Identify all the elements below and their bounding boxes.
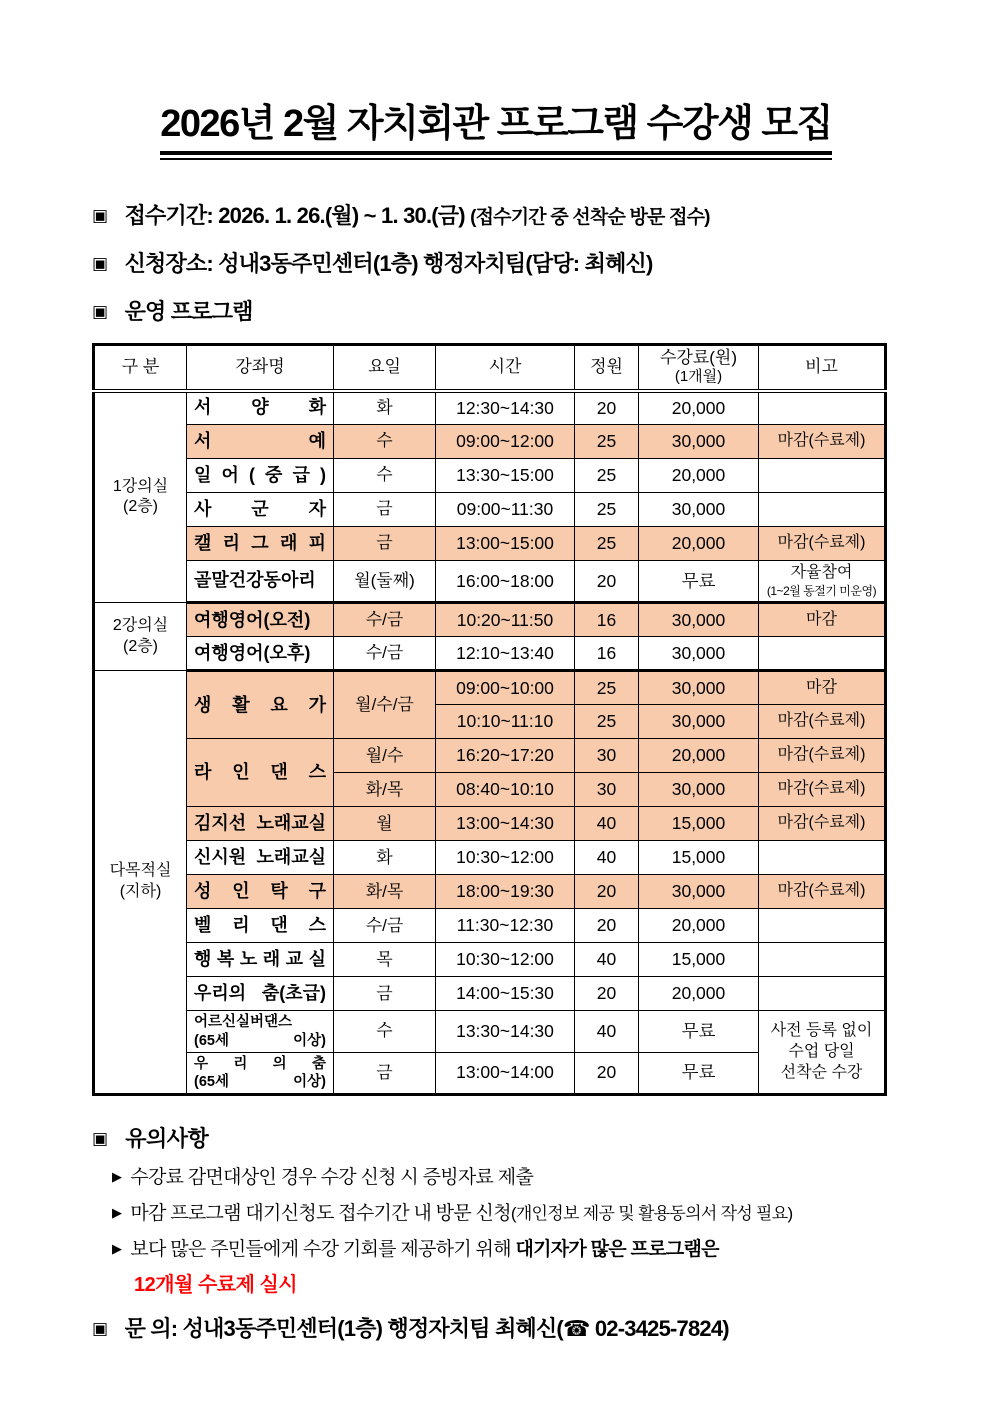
- cell-capacity: 40: [575, 943, 639, 977]
- period-label: 접수기간:: [124, 203, 213, 228]
- table-row: [94, 671, 886, 705]
- table-row: [94, 425, 886, 459]
- triangle-bullet-icon: ▶: [112, 1240, 122, 1256]
- cell-group: 다목적실 (지하): [94, 671, 187, 1095]
- cell-name: 성 인 탁 구: [187, 875, 334, 909]
- notice-item: [112, 1198, 992, 1225]
- triangle-bullet-icon: ▶: [112, 1204, 122, 1220]
- cell-day: 수: [334, 1011, 436, 1052]
- cell-day: 금: [334, 977, 436, 1011]
- cell-note: [759, 459, 886, 493]
- table-row: [94, 875, 886, 909]
- page-title: [0, 0, 992, 155]
- cell-note: 마감: [759, 671, 886, 705]
- notice-item-bold-text: 대기자가 많은 프로그램은: [515, 1238, 719, 1260]
- square-bullet-icon: ▣: [92, 1128, 108, 1148]
- cell-name: 일 어 ( 중 급 ): [187, 459, 334, 493]
- cell-name: 서 예: [187, 425, 334, 459]
- cell-note: 마감(수료제): [759, 739, 886, 773]
- fee-subheader: (1개월): [674, 368, 723, 386]
- square-bullet-icon: ▣: [92, 206, 108, 225]
- cell-time: 09:00~10:00: [436, 671, 575, 705]
- cell-fee: 15,000: [639, 943, 759, 977]
- cell-note: 마감(수료제): [759, 527, 886, 561]
- table-row: [94, 561, 886, 603]
- cell-day: 화: [334, 841, 436, 875]
- column-header: 요일: [334, 345, 436, 391]
- cell-time: 12:10~13:40: [436, 637, 575, 671]
- cell-capacity: 30: [575, 739, 639, 773]
- table-row: [94, 1011, 886, 1052]
- notice-item-text: 마감 프로그램 대기신청도 접수기간 내 방문 신청: [130, 1202, 511, 1224]
- cell-note: 마감: [759, 603, 886, 637]
- notice-item-small-text: (개인정보 제공 및 활용동의서 작성 필요): [510, 1203, 793, 1223]
- cell-day: 수/금: [334, 603, 436, 637]
- cell-day: 금: [334, 1052, 436, 1094]
- cell-time: 16:00~18:00: [436, 561, 575, 603]
- cell-capacity: 25: [575, 527, 639, 561]
- cell-time: 13:30~15:00: [436, 459, 575, 493]
- cell-day: 월/수: [334, 739, 436, 773]
- cell-fee: 30,000: [639, 705, 759, 739]
- cell-capacity: 25: [575, 705, 639, 739]
- cell-capacity: 20: [575, 909, 639, 943]
- cell-capacity: 20: [575, 391, 639, 425]
- notice-items: [92, 1162, 992, 1297]
- cell-capacity: 40: [575, 807, 639, 841]
- notice-title: [92, 1122, 992, 1153]
- square-bullet-icon: ▣: [92, 302, 108, 321]
- info-line-location: [92, 247, 992, 278]
- header-row: [94, 345, 886, 391]
- square-bullet-icon: ▣: [92, 1318, 108, 1338]
- cell-day: 화/목: [334, 875, 436, 909]
- cell-fee: 30,000: [639, 875, 759, 909]
- cell-time: 13:00~15:00: [436, 527, 575, 561]
- cell-fee: 20,000: [639, 739, 759, 773]
- cell-fee: 무료: [639, 1052, 759, 1094]
- cell-time: 13:30~14:30: [436, 1011, 575, 1052]
- cell-fee: 30,000: [639, 493, 759, 527]
- program-table-body: [94, 391, 886, 1095]
- cell-time: 13:00~14:30: [436, 807, 575, 841]
- cell-fee: 30,000: [639, 637, 759, 671]
- cell-note: 사전 등록 없이 수업 당일 선착순 수강: [759, 1011, 886, 1095]
- cell-note: 자율참여 (1~2월 동절기 미운영): [759, 561, 886, 603]
- cell-capacity: 25: [575, 459, 639, 493]
- period-note: (접수기간 중 선착순 방문 접수): [470, 207, 710, 228]
- cell-capacity: 40: [575, 1011, 639, 1052]
- cell-time: 18:00~19:30: [436, 875, 575, 909]
- cell-time: 09:00~11:30: [436, 493, 575, 527]
- cell-day: 수/금: [334, 637, 436, 671]
- cell-fee: 20,000: [639, 459, 759, 493]
- notice-title-text: 유의사항: [125, 1125, 209, 1151]
- cell-day: 월: [334, 807, 436, 841]
- cell-name: 골말건강동아리: [187, 561, 334, 603]
- notice-block: [92, 1122, 992, 1297]
- cell-name: 우 리 의 춤 (65세 이상): [187, 1052, 334, 1094]
- cell-fee: 30,000: [639, 671, 759, 705]
- triangle-bullet-icon: ▶: [112, 1168, 122, 1184]
- cell-note: [759, 391, 886, 425]
- cell-day: 화: [334, 391, 436, 425]
- cell-note: [759, 943, 886, 977]
- cell-name: 벨 리 댄 스: [187, 909, 334, 943]
- table-row: [94, 459, 886, 493]
- programs-label: 운영 프로그램: [124, 299, 253, 324]
- column-header: 구 분: [94, 345, 187, 391]
- cell-day: 월(둘째): [334, 561, 436, 603]
- cell-name: 행 복 노 래 교 실: [187, 943, 334, 977]
- cell-name: 우리의 춤(초급): [187, 977, 334, 1011]
- cell-fee: 무료: [639, 1011, 759, 1052]
- cell-name: 어르신실버댄스 (65세 이상): [187, 1011, 334, 1052]
- cell-day: 목: [334, 943, 436, 977]
- cell-day: 수/금: [334, 909, 436, 943]
- table-row: [94, 637, 886, 671]
- cell-day: 금: [334, 527, 436, 561]
- cell-note: 마감(수료제): [759, 705, 886, 739]
- cell-note: [759, 493, 886, 527]
- info-line-programs: [92, 295, 992, 326]
- cell-fee: 30,000: [639, 425, 759, 459]
- table-row: [94, 807, 886, 841]
- table-row: [94, 841, 886, 875]
- cell-fee: 15,000: [639, 841, 759, 875]
- cell-day: 금: [334, 493, 436, 527]
- notice-item-text: 수강료 감면대상인 경우 수강 신청 시 증빙자료 제출: [130, 1166, 534, 1188]
- cell-fee: 20,000: [639, 391, 759, 425]
- cell-name: 신시원 노래교실: [187, 841, 334, 875]
- column-header: 정원: [575, 345, 639, 391]
- notice-item: [112, 1162, 992, 1189]
- table-row: [94, 391, 886, 425]
- cell-fee: 무료: [639, 561, 759, 603]
- cell-capacity: 20: [575, 561, 639, 603]
- cell-capacity: 20: [575, 1052, 639, 1094]
- cell-name: 김지선 노래교실: [187, 807, 334, 841]
- contact-line: [92, 1312, 992, 1343]
- info-line-period: [92, 199, 992, 230]
- square-bullet-icon: ▣: [92, 254, 108, 273]
- column-header: 비고: [759, 345, 886, 391]
- cell-note: [759, 977, 886, 1011]
- cell-name: 사 군 자: [187, 493, 334, 527]
- cell-fee: 20,000: [639, 527, 759, 561]
- table-row: [94, 909, 886, 943]
- cell-note: 마감(수료제): [759, 773, 886, 807]
- cell-time: 10:30~12:00: [436, 841, 575, 875]
- cell-name: 캘 리 그 래 피: [187, 527, 334, 561]
- table-row: [94, 943, 886, 977]
- cell-fee: 20,000: [639, 977, 759, 1011]
- cell-time: 12:30~14:30: [436, 391, 575, 425]
- cell-fee: 15,000: [639, 807, 759, 841]
- cell-day: 월/수/금: [334, 671, 436, 739]
- program-table-header: [94, 345, 886, 391]
- cell-capacity: 20: [575, 977, 639, 1011]
- cell-time: 08:40~10:10: [436, 773, 575, 807]
- cell-time: 10:20~11:50: [436, 603, 575, 637]
- column-header: 수강료(원) (1개월): [639, 345, 759, 391]
- cell-name: 서 양 화: [187, 391, 334, 425]
- column-header: 시간: [436, 345, 575, 391]
- cell-day: 수: [334, 459, 436, 493]
- cell-note: 마감(수료제): [759, 875, 886, 909]
- cell-name: 여행영어(오전): [187, 603, 334, 637]
- notice-item: [112, 1234, 992, 1261]
- column-header: 강좌명: [187, 345, 334, 391]
- contact-label: 문 의:: [124, 1315, 178, 1341]
- cell-capacity: 25: [575, 425, 639, 459]
- cell-group: 1강의실 (2층): [94, 391, 187, 603]
- cell-capacity: 25: [575, 671, 639, 705]
- cell-name: 라 인 댄 스: [187, 739, 334, 807]
- cell-time: 10:10~11:10: [436, 705, 575, 739]
- table-row: [94, 603, 886, 637]
- cell-note: [759, 637, 886, 671]
- cell-note-subtext: (1~2월 동절기 미운영): [766, 583, 877, 598]
- notice-red-text: 12개월 수료제 실시: [134, 1273, 298, 1296]
- cell-capacity: 40: [575, 841, 639, 875]
- table-row: [94, 527, 886, 561]
- period-value: 2026. 1. 26.(월) ~ 1. 30.(금): [218, 203, 465, 228]
- table-row: [94, 739, 886, 773]
- cell-note: 마감(수료제): [759, 807, 886, 841]
- cell-day: 화/목: [334, 773, 436, 807]
- table-row: [94, 493, 886, 527]
- page-title-text: 2026년 2월 자치회관 프로그램 수강생 모집: [160, 92, 832, 155]
- cell-name: 생 활 요 가: [187, 671, 334, 739]
- cell-capacity: 30: [575, 773, 639, 807]
- location-value: 성내3동주민센터(1층) 행정자치팀(담당: 최혜신): [218, 251, 653, 276]
- info-block: [92, 199, 992, 326]
- cell-capacity: 20: [575, 875, 639, 909]
- cell-day: 수: [334, 425, 436, 459]
- program-table: [92, 343, 887, 1096]
- cell-group: 2강의실 (2층): [94, 603, 187, 671]
- cell-fee: 20,000: [639, 909, 759, 943]
- cell-time: 14:00~15:30: [436, 977, 575, 1011]
- cell-time: 11:30~12:30: [436, 909, 575, 943]
- cell-time: 16:20~17:20: [436, 739, 575, 773]
- cell-note: 마감(수료제): [759, 425, 886, 459]
- cell-time: 13:00~14:00: [436, 1052, 575, 1094]
- notice-item-text: 보다 많은 주민들에게 수강 기회를 제공하기 위해: [130, 1238, 516, 1260]
- table-row: [94, 977, 886, 1011]
- cell-capacity: 16: [575, 603, 639, 637]
- cell-capacity: 25: [575, 493, 639, 527]
- cell-note: [759, 909, 886, 943]
- contact-value: 성내3동주민센터(1층) 행정자치팀 최혜신(☎ 02-3425-7824): [182, 1315, 729, 1341]
- cell-time: 09:00~12:00: [436, 425, 575, 459]
- cell-fee: 30,000: [639, 773, 759, 807]
- cell-capacity: 16: [575, 637, 639, 671]
- location-label: 신청장소:: [124, 251, 213, 276]
- cell-note: [759, 841, 886, 875]
- cell-name: 여행영어(오후): [187, 637, 334, 671]
- cell-time: 10:30~12:00: [436, 943, 575, 977]
- cell-fee: 30,000: [639, 603, 759, 637]
